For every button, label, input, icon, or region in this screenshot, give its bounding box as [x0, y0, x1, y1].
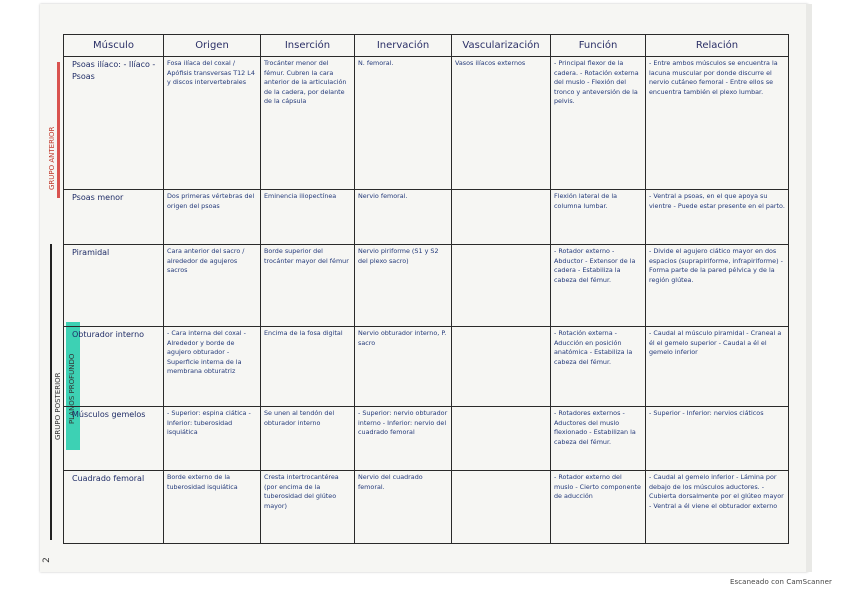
- cell-funcion: - Rotador externo del muslo - Cierto componente de aducción: [551, 471, 646, 544]
- scanned-page: [40, 4, 808, 572]
- cell-vascularizacion: [452, 327, 551, 407]
- cell-funcion: - Rotación externa - Aducción en posición anatómica - Estabiliza la cabeza del fémur.: [551, 327, 646, 407]
- cell-insercion: Encima de la fosa digital: [261, 327, 355, 407]
- table-row: [64, 471, 789, 544]
- cell-inervacion: N. femoral.: [355, 57, 452, 190]
- cell-insercion: Borde superior del trocánter mayor del fémur: [261, 245, 355, 327]
- header-origen: Origen: [164, 35, 261, 57]
- side-label-profundo: PLANOS PROFUNDO: [68, 353, 76, 424]
- cell-origen: Borde externo de la tuberosidad isquiática: [164, 471, 261, 544]
- group-posterior-bracket: [50, 244, 52, 540]
- cell-origen: Fosa ilíaca del coxal / Apófisis transversas T12 L4 y discos intervertebrales: [164, 57, 261, 190]
- table-row: [64, 245, 789, 327]
- cell-funcion: - Rotadores externos - Aductores del muslo flexionado - Estabilizan la cabeza del fémur.: [551, 407, 646, 471]
- header-insercion: Inserción: [261, 35, 355, 57]
- cell-insercion: Eminencia iliopectínea: [261, 190, 355, 245]
- table-row: [64, 190, 789, 245]
- cell-relacion: - Caudal al músculo piramidal - Craneal a él el gemelo superior - Caudal a él el gemelo inferior: [646, 327, 789, 407]
- header-row: [64, 35, 789, 57]
- cell-relacion: - Superior - Inferior: nervios ciáticos: [646, 407, 789, 471]
- cell-musculo: Cuadrado femoral: [64, 471, 164, 544]
- side-label-posterior: GRUPO POSTERIOR: [54, 372, 62, 440]
- side-label-anterior: GRUPO ANTERIOR: [48, 126, 56, 190]
- cell-funcion: - Rotador externo - Abductor - Extensor de la cadera - Estabiliza la cabeza del fémur.: [551, 245, 646, 327]
- cell-vascularizacion: [452, 190, 551, 245]
- cell-musculo: Obturador interno: [64, 327, 164, 407]
- page-edge: [806, 4, 812, 572]
- page-number: 2: [41, 557, 52, 563]
- cell-funcion: Flexión lateral de la columna lumbar.: [551, 190, 646, 245]
- cell-inervacion: Nervio obturador interno, P. sacro: [355, 327, 452, 407]
- table-row: [64, 327, 789, 407]
- cell-inervacion: Nervio del cuadrado femoral.: [355, 471, 452, 544]
- header-vascularizacion: Vascularización: [452, 35, 551, 57]
- cell-musculo: Psoas ilíaco: - Ilíaco - Psoas: [64, 57, 164, 190]
- cell-inervacion: - Superior: nervio obturador interno - Inferior: nervio del cuadrado femoral: [355, 407, 452, 471]
- cell-origen: - Cara interna del coxal - Alrededor y borde de agujero obturador - Superficie interna de la membrana obturatriz: [164, 327, 261, 407]
- cell-origen: Dos primeras vértebras del origen del psoas: [164, 190, 261, 245]
- cell-vascularizacion: [452, 471, 551, 544]
- cell-vascularizacion: [452, 245, 551, 327]
- cell-insercion: Trocánter menor del fémur. Cubren la cara anterior de la articulación de la cadera, por delante de la cápsula: [261, 57, 355, 190]
- cell-musculo: Músculos gemelos: [64, 407, 164, 471]
- cell-insercion: Se unen al tendón del obturador interno: [261, 407, 355, 471]
- group-anterior-bracket: [57, 62, 60, 198]
- cell-funcion: - Principal flexor de la cadera. - Rotación externa del muslo - Flexión del tronco y anteversión de la pelvis.: [551, 57, 646, 190]
- cell-insercion: Cresta intertrocantérea (por encima de la tuberosidad del glúteo mayor): [261, 471, 355, 544]
- table-row: [64, 57, 789, 190]
- cell-inervacion: Nervio femoral.: [355, 190, 452, 245]
- cell-musculo: Psoas menor: [64, 190, 164, 245]
- cell-origen: Cara anterior del sacro / alrededor de agujeros sacros: [164, 245, 261, 327]
- cell-relacion: - Entre ambos músculos se encuentra la lacuna muscular por donde discurre el nervio cutáneo femoral - Entre ellos se encuentra también el plexo lumbar.: [646, 57, 789, 190]
- header-inervacion: Inervación: [355, 35, 452, 57]
- header-relacion: Relación: [646, 35, 789, 57]
- scanner-watermark: Escaneado con CamScanner: [729, 578, 832, 586]
- muscle-table: [63, 34, 789, 544]
- table-row: [64, 407, 789, 471]
- cell-inervacion: Nervio piriforme (S1 y S2 del plexo sacro): [355, 245, 452, 327]
- cell-musculo: Piramidal: [64, 245, 164, 327]
- cell-relacion: - Ventral a psoas, en el que apoya su vientre - Puede estar presente en el parto.: [646, 190, 789, 245]
- cell-relacion: - Caudal al gemelo inferior - Lámina por debajo de los músculos aductores. - Cubierta dorsalmente por el glúteo mayor - Ventral a él viene el obturador externo: [646, 471, 789, 544]
- cell-vascularizacion: [452, 407, 551, 471]
- cell-vascularizacion: Vasos ilíacos externos: [452, 57, 551, 190]
- cell-origen: - Superior: espina ciática - Inferior: tuberosidad isquiática: [164, 407, 261, 471]
- cell-relacion: - Divide el agujero ciático mayor en dos espacios (suprapiriforme, infrapiriforme) - Forma parte de la pared pélvica y de la región glútea.: [646, 245, 789, 327]
- header-funcion: Función: [551, 35, 646, 57]
- header-musculo: Músculo: [64, 35, 164, 57]
